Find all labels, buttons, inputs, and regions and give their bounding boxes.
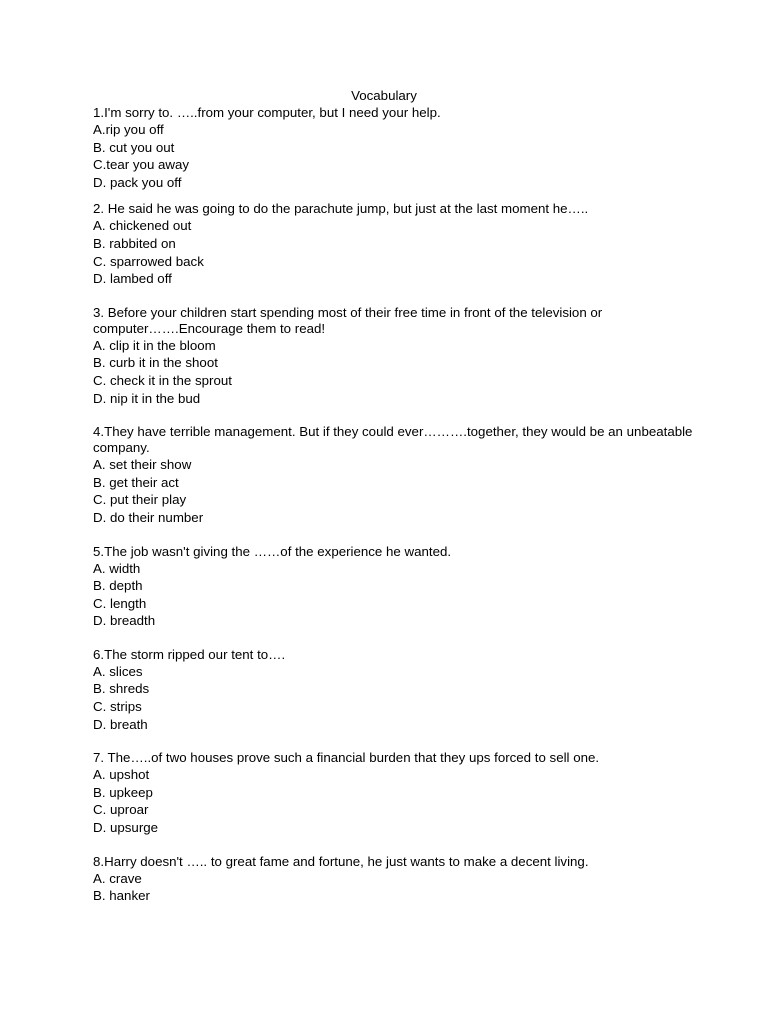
option-b: B. curb it in the shoot <box>93 355 218 371</box>
question-text: 4.They have terrible management. But if they could ever……….together, they would be an unbeatable company. <box>93 424 693 456</box>
option-d: D. upsurge <box>93 820 159 836</box>
option-a: A. width <box>93 560 141 576</box>
document-title: Vocabulary <box>351 88 417 103</box>
option-c: C.tear you away <box>93 157 190 173</box>
question-5 <box>93 544 693 630</box>
option-a: A.rip you off <box>93 122 164 137</box>
question-text: 7. The…..of two houses prove such a financial burden that they ups forced to sell one. <box>93 750 600 766</box>
option-c: C. sparrowed back <box>93 253 204 269</box>
option-c: C. put their play <box>93 492 187 508</box>
option-d: D. breadth <box>93 613 156 629</box>
question-6 <box>93 647 693 733</box>
option-b: B. cut you out <box>93 139 175 155</box>
question-text: 6.The storm ripped our tent to…. <box>93 646 286 662</box>
question-text: 8.Harry doesn't ….. to great fame and fortune, he just wants to make a decent living. <box>93 853 589 869</box>
option-b: B. upkeep <box>93 784 153 800</box>
option-d: D. nip it in the bud <box>93 390 201 406</box>
option-c: C. uproar <box>93 802 149 818</box>
question-text: 3. Before your children start spending most of their free time in front of the television or computer…….Encourage them to read! <box>93 304 603 336</box>
question-8 <box>93 854 693 905</box>
option-a: A. clip it in the bloom <box>93 337 216 353</box>
option-d: D. do their number <box>93 509 204 525</box>
option-d: D. lambed off <box>93 271 172 287</box>
question-2 <box>93 201 693 287</box>
option-a: A. chickened out <box>93 218 192 234</box>
option-b: B. get their act <box>93 474 179 490</box>
option-b: B. depth <box>93 578 143 594</box>
question-text: 1.I'm sorry to. …..from your computer, but I need your help. <box>93 105 441 120</box>
document-page <box>93 87 693 905</box>
option-a: A. slices <box>93 663 143 679</box>
option-b: B. hanker <box>93 888 150 904</box>
option-a: A. crave <box>93 870 142 886</box>
option-d: D. breath <box>93 716 148 732</box>
option-c: C. strips <box>93 699 142 715</box>
question-7 <box>93 750 693 836</box>
question-4 <box>93 424 693 526</box>
option-b: B. rabbited on <box>93 235 176 251</box>
option-a: A. set their show <box>93 457 192 473</box>
question-1 <box>93 105 693 191</box>
option-a: A. upshot <box>93 767 150 783</box>
question-3 <box>93 305 693 407</box>
option-c: C. length <box>93 595 147 611</box>
option-c: C. check it in the sprout <box>93 372 232 388</box>
option-b: B. shreds <box>93 681 150 697</box>
question-text: 2. He said he was going to do the parachute jump, but just at the last moment he….. <box>93 201 589 217</box>
option-d: D. pack you off <box>93 174 182 190</box>
question-text: 5.The job wasn't giving the ……of the experience he wanted. <box>93 543 452 559</box>
